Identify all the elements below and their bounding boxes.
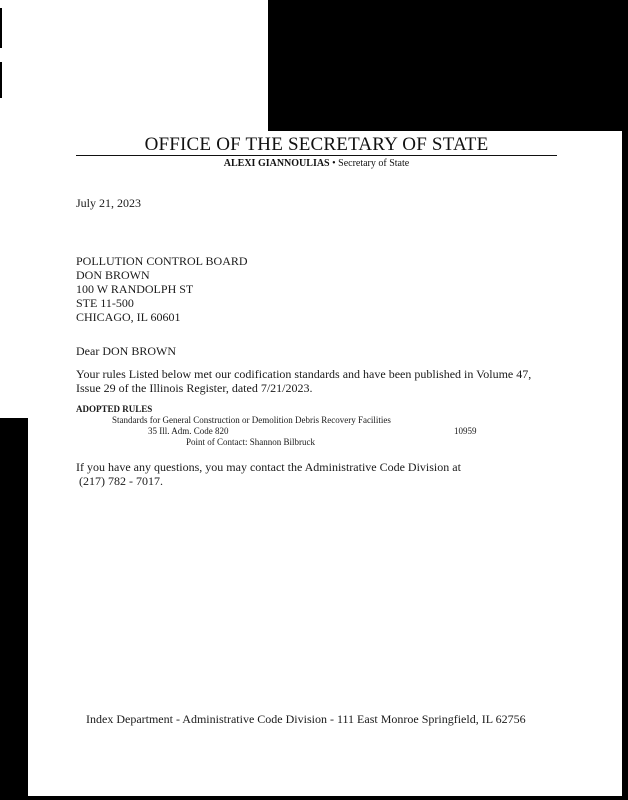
- header-subtitle: [76, 158, 557, 169]
- address-line: DON BROWN: [76, 268, 150, 282]
- rule-contact: Point of Contact: Shannon Bilbruck: [186, 437, 315, 447]
- address-line: 100 W RANDOLPH ST: [76, 282, 194, 296]
- scan-edge-left: [0, 418, 28, 800]
- letter-date: July 21, 2023: [76, 196, 142, 210]
- closing-text: If you have any questions, you may contact the Administrative Code Division at: [76, 460, 461, 474]
- rule-page: 10959: [454, 426, 477, 436]
- address-line: CHICAGO, IL 60601: [76, 310, 181, 324]
- body-text: Issue 29 of the Illinois Register, dated 7/21/2023.: [76, 381, 313, 395]
- header-rule: [76, 155, 557, 156]
- salutation: Dear DON BROWN: [76, 344, 176, 358]
- address-line: STE 11-500: [76, 296, 134, 310]
- redaction-block: [268, 0, 628, 131]
- footer-address: Index Department - Administrative Code Division - 111 East Monroe Springfield, IL 62756: [86, 712, 526, 726]
- official-name: ALEXI GIANNOULIAS: [223, 158, 330, 169]
- scan-mark: [0, 8, 2, 48]
- section-heading: ADOPTED RULES: [76, 404, 153, 414]
- scan-mark: [0, 62, 2, 98]
- body-text: Your rules Listed below met our codification standards and have been published in Volume 47,: [76, 367, 532, 381]
- address-line: POLLUTION CONTROL BOARD: [76, 254, 248, 268]
- office-title: OFFICE OF THE SECRETARY OF STATE: [144, 134, 489, 155]
- rule-code: 35 Ill. Adm. Code 820: [148, 426, 229, 436]
- scan-edge-bottom: [0, 796, 628, 800]
- official-title: • Secretary of State: [332, 158, 410, 169]
- scan-edge-right: [622, 0, 628, 800]
- rule-title: Standards for General Construction or Demolition Debris Recovery Facilities: [112, 415, 391, 425]
- closing-phone: (217) 782 - 7017.: [79, 474, 163, 488]
